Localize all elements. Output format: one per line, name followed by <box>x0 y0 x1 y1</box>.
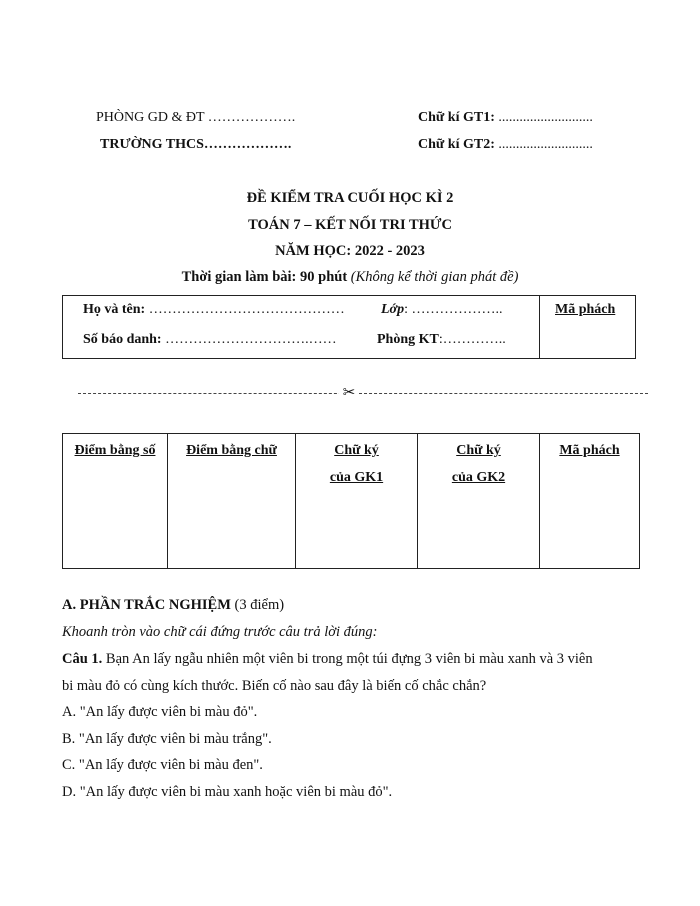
subject-title: TOÁN 7 – KẾT NỐI TRI THỨC <box>248 217 452 233</box>
gt2-label: Chữ kí GT2: <box>418 137 495 152</box>
header-gk2: Chữ ký của GK2 <box>451 443 506 485</box>
section-a-title <box>62 597 284 614</box>
room-label: Phòng KT <box>377 332 439 347</box>
class-label: Lớp <box>381 302 405 317</box>
option-a[interactable]: A. "An lấy được viên bi màu đỏ". <box>62 704 258 720</box>
gt1-signature <box>418 110 593 126</box>
room-field[interactable] <box>377 332 506 348</box>
question-1-line2: bi màu đỏ có cùng kích thước. Biến cố nào sau đây là biến cố chắc chắn? <box>62 678 487 694</box>
time-note: (Không kể thời gian phát đề) <box>350 269 519 285</box>
name-dots: …………………………………… <box>145 302 345 317</box>
header-ma-phach: Mã phách <box>559 443 620 458</box>
header-score-number: Điểm bằng số <box>74 443 156 458</box>
info-box-divider <box>539 296 540 358</box>
option-b[interactable]: B. "An lấy được viên bi màu trắng". <box>62 731 272 747</box>
ma-phach-cell[interactable] <box>540 434 640 569</box>
time-label: Thời gian làm bài: 90 phút <box>181 269 351 285</box>
school-year: NĂM HỌC: 2022 - 2023 <box>275 243 425 259</box>
gk1-signature-cell[interactable] <box>296 434 418 569</box>
question-1 <box>62 651 593 668</box>
class-field[interactable] <box>381 302 502 318</box>
score-table <box>62 433 640 569</box>
sbd-dots: ………………………….…… <box>161 332 337 347</box>
school-label: TRƯỜNG THCS………………. <box>100 137 292 152</box>
header-score-text: Điểm bằng chữ <box>186 443 277 458</box>
score-number-cell[interactable] <box>63 434 168 569</box>
question-1-text: Bạn An lấy ngẫu nhiên một viên bi trong một túi đựng 3 viên bi màu xanh và 3 viên <box>102 651 593 667</box>
score-text-cell[interactable] <box>168 434 296 569</box>
room-dots: :………….. <box>438 332 506 347</box>
name-label: Họ và tên: <box>83 302 146 317</box>
gt1-label: Chữ kí GT1: <box>418 110 495 125</box>
cut-line <box>78 393 648 394</box>
instruction-text: Khoanh tròn vào chữ cái đứng trước câu trả lời đúng: <box>62 624 378 640</box>
gt2-dots: ........................... <box>494 137 593 152</box>
class-dots: : ……………….. <box>404 302 503 317</box>
option-c[interactable]: C. "An lấy được viên bi màu đen". <box>62 757 263 773</box>
student-info-box <box>62 295 636 359</box>
header-gk1: Chữ ký của GK1 <box>329 443 384 485</box>
exam-title: ĐỀ KIỂM TRA CUỐI HỌC KÌ 2 <box>246 190 454 206</box>
school-line <box>100 137 291 153</box>
gt1-dots: ........................... <box>494 110 593 125</box>
option-d[interactable]: D. "An lấy được viên bi màu xanh hoặc viên bi màu đỏ". <box>62 784 393 800</box>
sbd-label: Số báo danh: <box>83 332 162 347</box>
ma-phach-label: Mã phách <box>555 302 616 317</box>
sbd-field[interactable] <box>83 332 337 348</box>
question-1-label: Câu 1. <box>62 651 103 667</box>
name-field[interactable] <box>83 302 345 318</box>
table-row <box>63 434 640 569</box>
scissors-icon: ✂ <box>339 383 359 401</box>
section-a-label: A. PHẦN TRẮC NGHIỆM <box>62 597 231 613</box>
gt2-signature <box>418 137 593 153</box>
department-line: PHÒNG GD & ĐT ………………. <box>96 110 296 125</box>
section-a-points: (3 điểm) <box>230 597 285 613</box>
time-line <box>0 269 700 286</box>
gk2-signature-cell[interactable] <box>418 434 540 569</box>
